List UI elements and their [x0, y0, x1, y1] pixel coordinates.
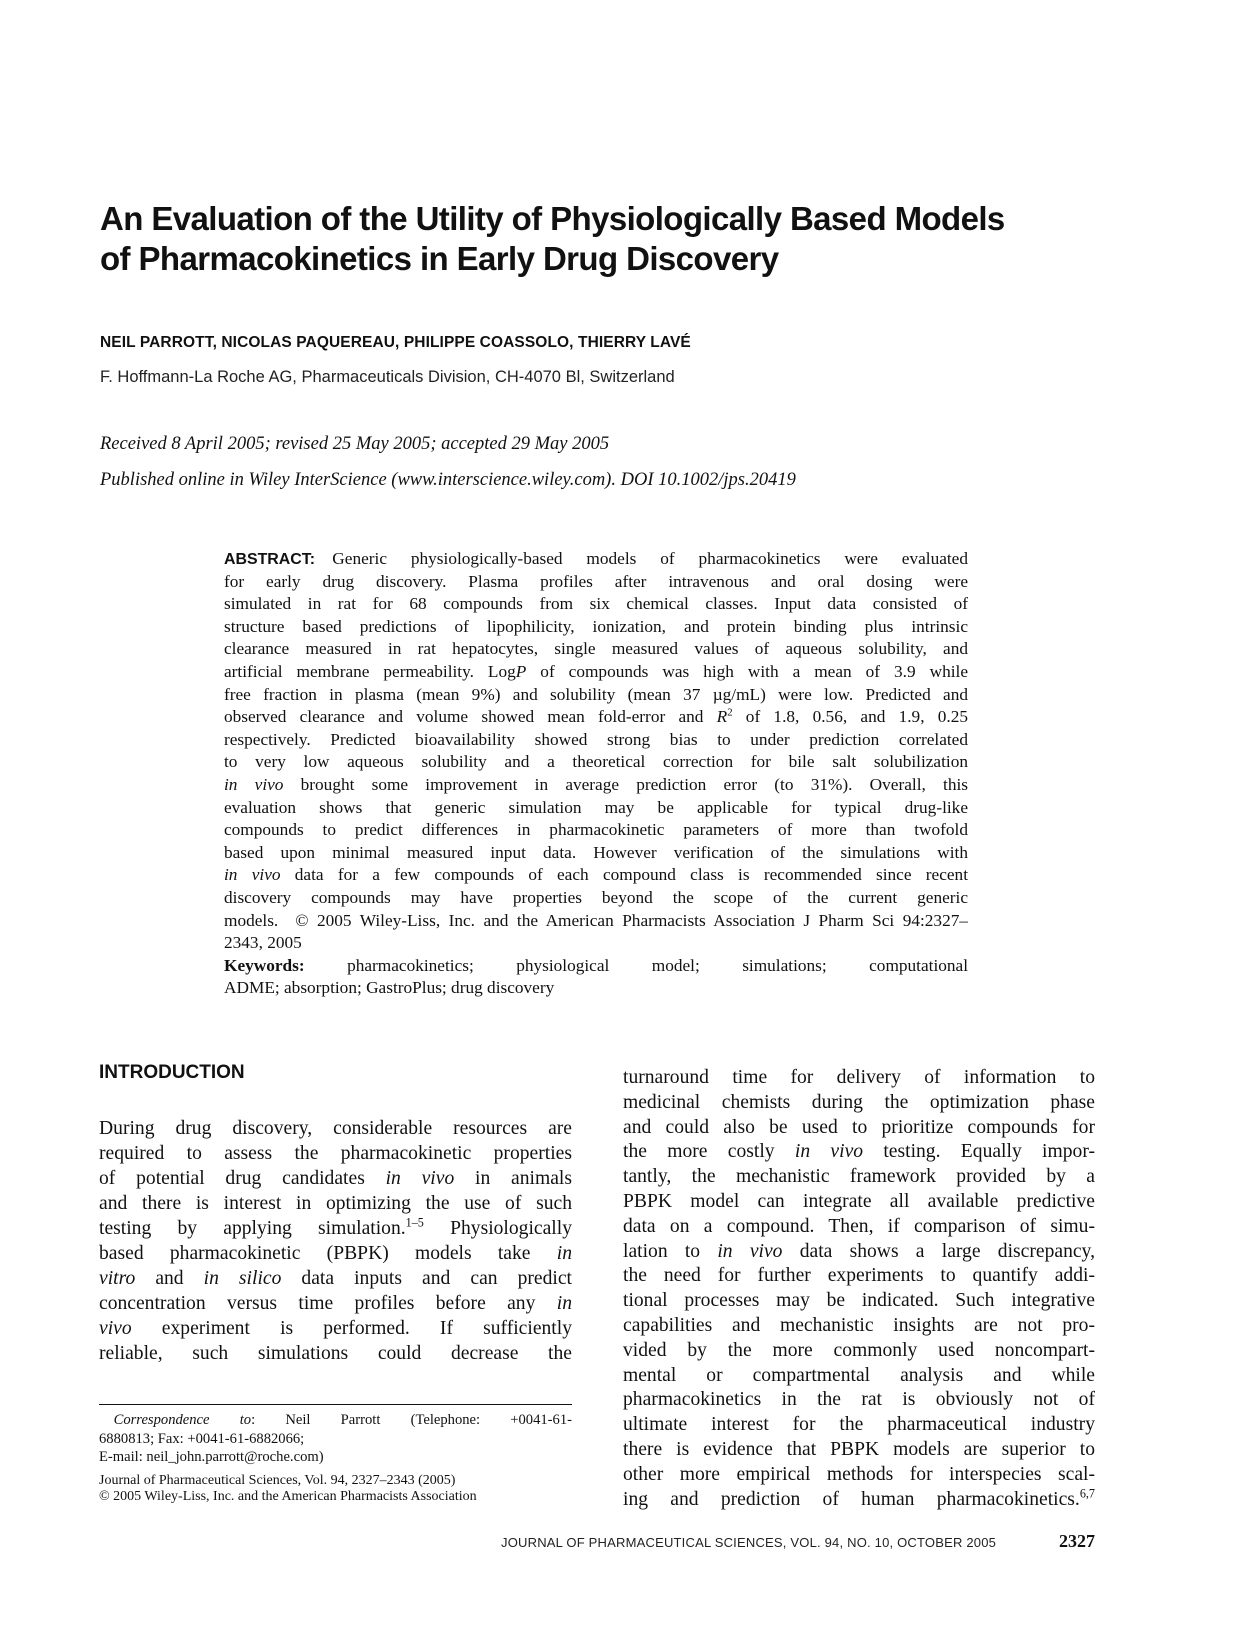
italic-text: in silico [203, 1268, 282, 1289]
text-line: vivo experiment is performed. If sufficiently [99, 1318, 572, 1339]
text-line: simulated in rat for 68 compounds from six chemical classes. Input data consisted of [224, 594, 968, 614]
italic-text: P [515, 661, 527, 681]
text-line: and there is interest in optimizing the use of such [99, 1193, 572, 1214]
italic-text: R [716, 707, 728, 727]
text-line: PBPK model can integrate all available predictive [623, 1190, 1095, 1212]
italic-text: in vivo [385, 1168, 455, 1189]
abstract [224, 548, 968, 1000]
text-line: ADME; absorption; GastroPlus; drug discovery [224, 978, 555, 998]
text-line: in vivo brought some improvement in average prediction error (to 31%). Overall, this [224, 774, 968, 794]
received-dates: Received 8 April 2005; revised 25 May 2005; accepted 29 May 2005 [100, 434, 610, 454]
text-line: evaluation shows that generic simulation may be applicable for typical drug-like [224, 797, 968, 817]
reference-superscript: 2 [727, 706, 733, 719]
text-line: medicinal chemists during the optimization phase [623, 1091, 1095, 1113]
affiliation: F. Hoffmann-La Roche AG, Pharmaceuticals Division, CH-4070 Bl, Switzerland [100, 368, 675, 386]
text-line: capabilities and mechanistic insights are not pro- [623, 1314, 1095, 1336]
keywords-label: Keywords: [224, 955, 305, 975]
italic-text: in vivo [794, 1141, 864, 1163]
text-line: ultimate interest for the pharmaceutical industry [623, 1414, 1095, 1436]
publication-info: Published online in Wiley InterScience (www.interscience.wiley.com). DOI 10.1002/jps.20419 [100, 470, 796, 490]
text-line: artificial membrane permeability. LogP of compounds was high with a mean of 3.9 while [224, 661, 968, 681]
journal-citation-footnote [99, 1473, 572, 1505]
introduction-right-column [623, 1066, 1095, 1512]
text-line: discovery compounds may have properties beyond the scope of the current generic [224, 887, 968, 907]
text-line: lation to in vivo data shows a large discrepancy, [623, 1240, 1095, 1262]
text-line: based upon minimal measured input data. However verification of the simulations with [224, 842, 968, 862]
running-footer: JOURNAL OF PHARMACEUTICAL SCIENCES, VOL. 94, NO. 10, OCTOBER 2005 [501, 1535, 997, 1550]
text-line: the more costly in vivo testing. Equally impor- [623, 1141, 1095, 1163]
text-line: to very low aqueous solubility and a theoretical correction for bile salt solubilization [224, 752, 968, 772]
text-line: ing and prediction of human pharmacokinetics.$^{6,7}$ [623, 1487, 1095, 1510]
text-line: pharmacokinetics in the rat is obviously not of [623, 1389, 1095, 1411]
text-line: ABSTRACT: Generic physiologically-based models of pharmacokinetics were evaluated [224, 549, 968, 568]
text-line: Keywords: pharmacokinetics; physiological model; simulations; computational [224, 955, 968, 975]
text-line: in vivo data for a few compounds of each compound class is recommended since recent [224, 865, 968, 885]
text-line: and could also be used to prioritize compounds for [623, 1116, 1095, 1138]
text-line: 2343, 2005 [224, 933, 302, 953]
text-line: based pharmacokinetic (PBPK) models take in [99, 1243, 572, 1264]
reference-superscript: 6,7 [1079, 1487, 1095, 1501]
text-line: of potential drug candidates in vivo in animals [99, 1168, 572, 1189]
text-line: vitro and in silico data inputs and can predict [99, 1268, 572, 1289]
article-title-line-1: An Evaluation of the Utility of Physiologically Based Models [100, 200, 1005, 237]
footnote-divider [99, 1404, 572, 1405]
text-line: required to assess the pharmacokinetic properties [99, 1143, 572, 1164]
text-line: turnaround time for delivery of information to [623, 1067, 1095, 1088]
text-line: compounds to predict differences in pharmacokinetic parameters of more than twofold [224, 820, 968, 840]
text-line: the need for further experiments to quantify addi- [623, 1265, 1095, 1287]
text-line: Correspondence to: Neil Parrott (Telephone: +0041-61- [113, 1412, 572, 1428]
italic-text: Correspondence to [113, 1412, 252, 1428]
text-line: © 2005 Wiley-Liss, Inc. and the American Pharmacists Association [99, 1489, 477, 1504]
text-line: free fraction in plasma (mean 9%) and solubility (mean 37 µg/mL) were low. Predicted and [224, 684, 968, 704]
page-number: 2327 [1059, 1531, 1095, 1551]
text-line: for early drug discovery. Plasma profiles after intravenous and oral dosing were [224, 571, 968, 591]
italic-text: vitro [99, 1268, 136, 1289]
article-title-line-2: of Pharmacokinetics in Early Drug Discovery [100, 240, 779, 277]
text-line: models. © 2005 Wiley-Liss, Inc. and the American Pharmacists Association J Pharm Sci 94:2327– [224, 910, 968, 930]
text-line: clearance measured in rat hepatocytes, single measured values of aqueous solubility, and [224, 639, 968, 659]
authors: NEIL PARROTT, NICOLAS PAQUEREAU, PHILIPPE COASSOLO, THIERRY LAVÉ [100, 334, 691, 351]
text-line: testing by applying simulation.$^{1-5}$ Physiologically [99, 1216, 572, 1239]
text-line: there is evidence that PBPK models are superior to [623, 1438, 1095, 1460]
correspondence-footnote [99, 1411, 572, 1467]
italic-text: in [556, 1293, 572, 1314]
introduction-left-column [99, 1116, 572, 1366]
text-line: tantly, the mechanistic framework provided by a [623, 1166, 1095, 1188]
text-line: reliable, such simulations could decrease the [99, 1343, 572, 1364]
text-line: data on a compound. Then, if comparison of simu- [623, 1215, 1095, 1237]
italic-text: in vivo [224, 865, 281, 885]
text-line: Journal of Pharmaceutical Sciences, Vol. 94, 2327–2343 (2005) [99, 1473, 456, 1488]
abstract-label: ABSTRACT: [224, 551, 316, 568]
text-line: E-mail: neil_john.parrott@roche.com) [99, 1449, 324, 1465]
text-line: vided by the more commonly used noncompart- [623, 1339, 1095, 1361]
text-line: respectively. Predicted bioavailability showed strong bias to under prediction correlated [224, 729, 968, 749]
text-line: tional processes may be indicated. Such integrative [623, 1290, 1095, 1312]
text-line: observed clearance and volume showed mean fold-error and $R^2$ of 1.8, 0.56, and 1.9, 0.25 [224, 706, 968, 727]
text-line: concentration versus time profiles before any in [99, 1293, 572, 1314]
reference-superscript: 1–5 [405, 1216, 424, 1230]
text-line: During drug discovery, considerable resources are [99, 1118, 572, 1139]
italic-text: vivo [99, 1318, 132, 1339]
text-line: mental or compartmental analysis and while [623, 1364, 1095, 1386]
text-line: structure based predictions of lipophilicity, ionization, and protein binding plus intrinsic [224, 616, 968, 636]
text-line: other more empirical methods for interspecies scal- [623, 1463, 1095, 1485]
italic-text: in vivo [224, 774, 284, 794]
italic-text: in [556, 1243, 572, 1264]
section-heading-introduction: INTRODUCTION [99, 1062, 245, 1083]
italic-text: in vivo [717, 1240, 783, 1262]
text-line: 6880813; Fax: +0041-61-6882066; [99, 1430, 305, 1447]
